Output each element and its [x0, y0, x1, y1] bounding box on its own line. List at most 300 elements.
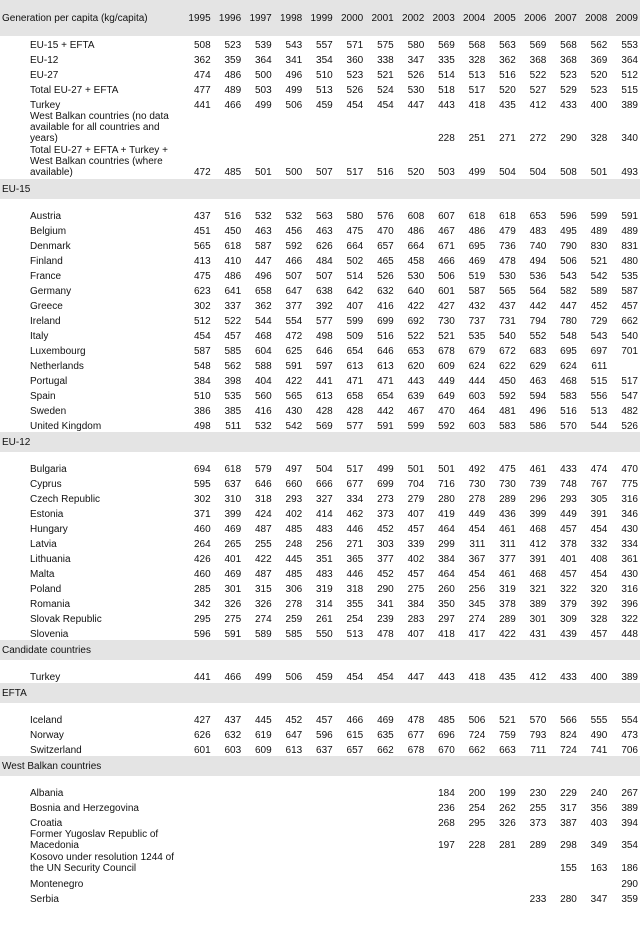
value-cell: 575 [377, 40, 394, 51]
value-cell: 236 [438, 803, 455, 814]
table-row [0, 550, 640, 565]
table-row [0, 342, 640, 357]
row-label: EU-12 [30, 55, 59, 66]
value-cell: 368 [529, 55, 547, 66]
table-body [0, 36, 640, 905]
value-cell: 587 [193, 346, 211, 357]
value-cell: 624 [468, 361, 486, 372]
value-cell: 299 [438, 539, 455, 550]
value-cell: 401 [560, 554, 577, 565]
value-cell: 361 [621, 554, 638, 565]
value-cell: 483 [316, 569, 333, 580]
value-cell: 459 [316, 100, 333, 111]
table-header-row [0, 0, 640, 36]
value-cell: 637 [224, 479, 242, 490]
value-cell [396, 784, 427, 799]
value-cell: 419 [438, 509, 455, 520]
value-cell: 384 [438, 554, 455, 565]
value-cell: 626 [316, 241, 333, 252]
value-cell: 362 [255, 301, 272, 312]
value-cell: 347 [407, 55, 425, 66]
value-cell: 613 [346, 361, 364, 372]
row-label: Ireland [30, 316, 61, 327]
value-cell [365, 875, 396, 890]
table-row [0, 741, 640, 756]
year-header: 2003 [426, 0, 457, 36]
value-cell: 599 [346, 316, 364, 327]
value-cell: 431 [529, 629, 547, 640]
value-cell: 516 [377, 167, 394, 178]
value-cell: 729 [590, 316, 608, 327]
value-cell: 508 [193, 40, 211, 51]
value-cell: 499 [468, 167, 486, 178]
value-cell: 506 [438, 271, 455, 282]
value-cell: 497 [285, 464, 303, 475]
value-cell: 469 [224, 524, 242, 535]
value-cell: 283 [407, 614, 425, 625]
value-cell: 780 [560, 316, 577, 327]
value-cell: 457 [621, 301, 638, 312]
value-cell: 359 [621, 894, 638, 905]
value-cell: 354 [621, 840, 638, 851]
spacer-row [0, 660, 640, 668]
table-row [0, 327, 640, 342]
value-cell: 563 [499, 40, 516, 51]
value-cell: 378 [499, 599, 516, 610]
value-cell: 468 [529, 569, 547, 580]
value-cell: 542 [590, 271, 608, 282]
table-row [0, 387, 640, 402]
value-cell: 618 [499, 211, 516, 222]
value-cell: 451 [193, 226, 211, 237]
value-cell: 618 [224, 241, 242, 252]
row-label: Serbia [30, 894, 59, 905]
year-header: 1998 [274, 0, 305, 36]
value-cell: 501 [590, 167, 608, 178]
table-row [0, 111, 640, 145]
value-cell: 280 [560, 894, 577, 905]
value-cell: 697 [590, 346, 608, 357]
value-cell: 524 [377, 85, 394, 96]
value-cell: 493 [621, 167, 638, 178]
value-cell: 489 [621, 226, 638, 237]
value-cell: 442 [529, 301, 547, 312]
value-cell [213, 852, 244, 875]
value-cell: 587 [255, 241, 272, 252]
value-cell: 413 [193, 256, 211, 267]
row-label: Lithuania [30, 554, 71, 565]
value-cell: 472 [285, 331, 303, 342]
year-header: 2008 [579, 0, 610, 36]
value-cell: 653 [529, 211, 547, 222]
value-cell: 591 [621, 211, 638, 222]
value-cell: 521 [377, 70, 394, 81]
year-header: 2007 [548, 0, 579, 36]
value-cell: 485 [224, 167, 242, 178]
value-cell: 468 [255, 331, 272, 342]
value-cell: 274 [468, 614, 486, 625]
row-label: Total EU-27 + EFTA [30, 85, 119, 96]
value-cell: 446 [346, 524, 364, 535]
table-row [0, 207, 640, 222]
value-cell [487, 875, 518, 890]
value-cell [518, 875, 549, 890]
value-cell [335, 799, 366, 814]
value-cell [335, 852, 366, 875]
value-cell: 677 [407, 730, 425, 741]
value-cell: 526 [621, 421, 638, 432]
value-cell [396, 799, 427, 814]
value-cell: 485 [285, 569, 303, 580]
value-cell: 664 [407, 241, 425, 252]
value-cell: 399 [529, 509, 547, 520]
value-cell: 433 [560, 464, 577, 475]
value-cell: 418 [468, 672, 486, 683]
value-cell: 830 [590, 241, 608, 252]
value-cell [487, 890, 518, 905]
value-cell: 457 [316, 715, 333, 726]
value-cell: 683 [529, 346, 547, 357]
value-cell: 522 [529, 70, 547, 81]
value-cell: 487 [255, 524, 272, 535]
value-cell: 569 [438, 40, 455, 51]
value-cell: 585 [224, 346, 242, 357]
section-title: West Balkan countries [0, 756, 640, 776]
value-cell: 436 [499, 509, 516, 520]
table-row [0, 252, 640, 267]
spacer-row [0, 199, 640, 207]
value-cell: 373 [377, 509, 394, 520]
value-cell [304, 852, 335, 875]
section-header-row [0, 640, 640, 660]
value-cell: 502 [346, 256, 364, 267]
year-header: 1999 [304, 0, 335, 36]
value-cell: 435 [499, 100, 516, 111]
value-cell: 478 [377, 629, 394, 640]
value-cell: 345 [468, 599, 486, 610]
value-cell: 504 [499, 167, 516, 178]
value-cell: 548 [193, 361, 211, 372]
value-cell: 475 [499, 464, 516, 475]
value-cell: 543 [560, 271, 577, 282]
value-cell: 516 [560, 406, 577, 417]
value-cell: 311 [499, 539, 516, 550]
value-cell: 412 [529, 100, 547, 111]
value-cell: 398 [224, 376, 242, 387]
value-cell: 514 [346, 271, 364, 282]
value-cell: 736 [499, 241, 516, 252]
row-label: Norway [30, 730, 64, 741]
value-cell: 724 [468, 730, 486, 741]
value-cell: 504 [529, 167, 547, 178]
value-cell: 454 [377, 100, 394, 111]
row-label: Iceland [30, 715, 63, 726]
row-label: Greece [30, 301, 63, 312]
value-cell: 200 [468, 788, 486, 799]
row-label: Hungary [30, 524, 68, 535]
value-cell: 433 [560, 672, 577, 683]
value-cell: 452 [285, 715, 303, 726]
value-cell: 267 [621, 788, 638, 799]
table-row [0, 490, 640, 505]
value-cell: 583 [499, 421, 516, 432]
value-cell: 565 [193, 241, 211, 252]
row-label: Czech Republic [30, 494, 101, 505]
value-cell: 632 [377, 286, 394, 297]
value-cell: 658 [255, 286, 272, 297]
table-row [0, 829, 640, 852]
value-cell: 378 [560, 539, 577, 550]
table-row [0, 595, 640, 610]
value-cell: 678 [407, 745, 425, 756]
value-cell: 437 [224, 715, 242, 726]
value-cell: 477 [193, 85, 211, 96]
value-cell: 466 [224, 100, 242, 111]
value-cell: 470 [621, 464, 638, 475]
value-cell: 416 [255, 406, 272, 417]
value-cell: 626 [193, 730, 211, 741]
value-cell: 338 [377, 55, 394, 66]
value-cell: 441 [316, 376, 333, 387]
value-cell: 321 [529, 584, 547, 595]
value-cell: 328 [590, 133, 608, 144]
value-cell: 523 [224, 40, 242, 51]
row-label: Romania [30, 599, 71, 610]
value-cell: 460 [193, 524, 211, 535]
value-cell: 601 [438, 286, 455, 297]
value-cell: 496 [285, 70, 303, 81]
value-cell: 461 [499, 524, 516, 535]
value-cell [182, 784, 213, 799]
value-cell: 289 [499, 614, 516, 625]
value-cell: 582 [560, 286, 577, 297]
value-cell: 467 [407, 406, 425, 417]
value-cell: 326 [499, 818, 516, 829]
value-cell: 529 [560, 85, 577, 96]
value-cell: 475 [346, 226, 364, 237]
value-cell: 386 [193, 406, 211, 417]
value-cell: 562 [590, 40, 608, 51]
value-cell [457, 875, 488, 890]
value-cell [213, 829, 244, 852]
value-cell: 473 [621, 730, 638, 741]
value-cell: 489 [590, 226, 608, 237]
value-cell [213, 890, 244, 905]
value-cell: 254 [346, 614, 364, 625]
value-cell: 255 [255, 539, 272, 550]
value-cell: 532 [255, 421, 272, 432]
value-cell: 281 [499, 840, 516, 851]
year-header: 2005 [487, 0, 518, 36]
value-cell: 346 [621, 509, 638, 520]
value-cell: 377 [285, 301, 303, 312]
value-cell: 326 [255, 599, 272, 610]
table-row [0, 222, 640, 237]
value-cell: 289 [529, 840, 547, 851]
value-cell: 441 [193, 100, 211, 111]
section-title: Candidate countries [0, 640, 640, 660]
value-cell: 422 [255, 554, 272, 565]
value-cell: 306 [285, 584, 303, 595]
value-cell: 509 [346, 331, 364, 342]
value-cell: 482 [621, 406, 638, 417]
value-cell: 523 [560, 70, 577, 81]
value-cell: 412 [529, 672, 547, 683]
value-cell: 737 [468, 316, 486, 327]
value-cell: 371 [193, 509, 211, 520]
value-cell: 646 [377, 346, 394, 357]
value-cell: 513 [590, 406, 608, 417]
value-cell: 523 [346, 70, 364, 81]
value-cell: 311 [469, 539, 486, 550]
value-cell: 611 [591, 361, 608, 372]
value-cell: 517 [468, 85, 486, 96]
value-cell [213, 784, 244, 799]
value-cell [365, 852, 396, 875]
value-cell: 662 [377, 745, 394, 756]
value-cell: 416 [377, 301, 394, 312]
value-cell: 518 [438, 85, 455, 96]
row-label: Bosnia and Herzegovina [30, 803, 139, 814]
value-cell: 794 [529, 316, 547, 327]
value-cell: 485 [438, 715, 455, 726]
value-cell [609, 357, 640, 372]
value-cell: 678 [438, 346, 455, 357]
value-cell [365, 814, 396, 829]
value-cell: 535 [224, 391, 242, 402]
value-cell [243, 875, 274, 890]
value-cell: 483 [529, 226, 547, 237]
value-cell: 251 [468, 133, 486, 144]
value-cell: 640 [407, 286, 425, 297]
value-cell: 580 [346, 211, 364, 222]
value-cell: 587 [621, 286, 638, 297]
value-cell: 239 [377, 614, 394, 625]
value-cell [243, 890, 274, 905]
table-row [0, 565, 640, 580]
value-cell: 389 [621, 100, 638, 111]
value-cell: 599 [407, 421, 425, 432]
value-cell: 452 [377, 569, 394, 580]
year-header: 2006 [518, 0, 549, 36]
value-cell: 262 [499, 803, 516, 814]
value-cell: 349 [590, 840, 608, 851]
value-cell: 767 [590, 479, 608, 490]
value-cell: 230 [529, 788, 547, 799]
value-cell: 457 [590, 629, 608, 640]
value-cell: 646 [316, 346, 333, 357]
value-cell: 517 [621, 376, 638, 387]
row-label: Spain [30, 391, 56, 402]
value-cell [304, 829, 335, 852]
row-label: Cyprus [30, 479, 62, 490]
value-cell: 540 [621, 331, 638, 342]
value-cell: 365 [346, 554, 364, 565]
value-cell: 507 [316, 271, 333, 282]
value-cell [365, 829, 396, 852]
value-cell [396, 875, 427, 890]
value-cell: 604 [255, 346, 272, 357]
table-row [0, 625, 640, 640]
value-cell: 454 [590, 524, 608, 535]
value-cell: 447 [560, 301, 577, 312]
value-cell: 334 [346, 494, 364, 505]
value-cell: 430 [621, 569, 638, 580]
value-cell: 695 [560, 346, 577, 357]
value-cell: 298 [560, 840, 577, 851]
value-cell: 591 [224, 629, 242, 640]
table-row [0, 520, 640, 535]
spacer-cell [0, 452, 640, 460]
value-cell: 422 [407, 301, 425, 312]
value-cell: 334 [621, 539, 638, 550]
value-cell: 570 [529, 715, 547, 726]
value-cell: 340 [621, 133, 638, 144]
value-cell: 642 [346, 286, 364, 297]
value-cell: 553 [621, 40, 638, 51]
value-cell: 441 [193, 672, 211, 683]
row-label: EU-15 + EFTA [30, 40, 95, 51]
value-cell: 592 [285, 241, 303, 252]
value-cell: 318 [255, 494, 272, 505]
value-cell: 499 [255, 100, 272, 111]
table-row [0, 711, 640, 726]
value-cell: 527 [529, 85, 547, 96]
value-cell: 501 [438, 464, 455, 475]
value-cell: 445 [285, 554, 303, 565]
value-cell: 339 [407, 539, 425, 550]
section-header-row [0, 683, 640, 703]
value-cell [213, 814, 244, 829]
value-cell: 449 [468, 509, 486, 520]
value-cell: 448 [621, 629, 638, 640]
value-cell: 469 [377, 715, 394, 726]
row-label: Denmark [30, 241, 71, 252]
table-row [0, 267, 640, 282]
value-cell: 555 [590, 715, 608, 726]
value-cell [274, 875, 305, 890]
value-cell [396, 829, 427, 852]
value-cell: 454 [346, 672, 364, 683]
table-row [0, 535, 640, 550]
value-cell: 457 [407, 524, 425, 535]
value-cell: 515 [590, 376, 608, 387]
value-cell: 739 [529, 479, 547, 490]
value-cell: 317 [560, 803, 577, 814]
value-cell: 521 [499, 715, 516, 726]
value-cell: 530 [407, 271, 425, 282]
value-cell: 350 [438, 599, 455, 610]
value-cell: 507 [285, 271, 303, 282]
value-cell: 449 [438, 376, 455, 387]
row-label: Austria [30, 211, 62, 222]
value-cell: 472 [193, 167, 211, 178]
value-cell: 278 [285, 599, 303, 610]
value-cell: 677 [346, 479, 364, 490]
value-cell: 519 [468, 271, 486, 282]
value-cell: 186 [621, 863, 638, 874]
value-cell: 447 [407, 672, 425, 683]
value-cell: 603 [224, 745, 242, 756]
value-cell [304, 890, 335, 905]
value-cell: 586 [529, 421, 547, 432]
value-cell: 499 [377, 464, 394, 475]
value-cell: 407 [346, 301, 364, 312]
value-cell: 379 [560, 599, 577, 610]
value-cell: 355 [346, 599, 364, 610]
value-cell: 327 [316, 494, 333, 505]
value-cell: 470 [438, 406, 455, 417]
